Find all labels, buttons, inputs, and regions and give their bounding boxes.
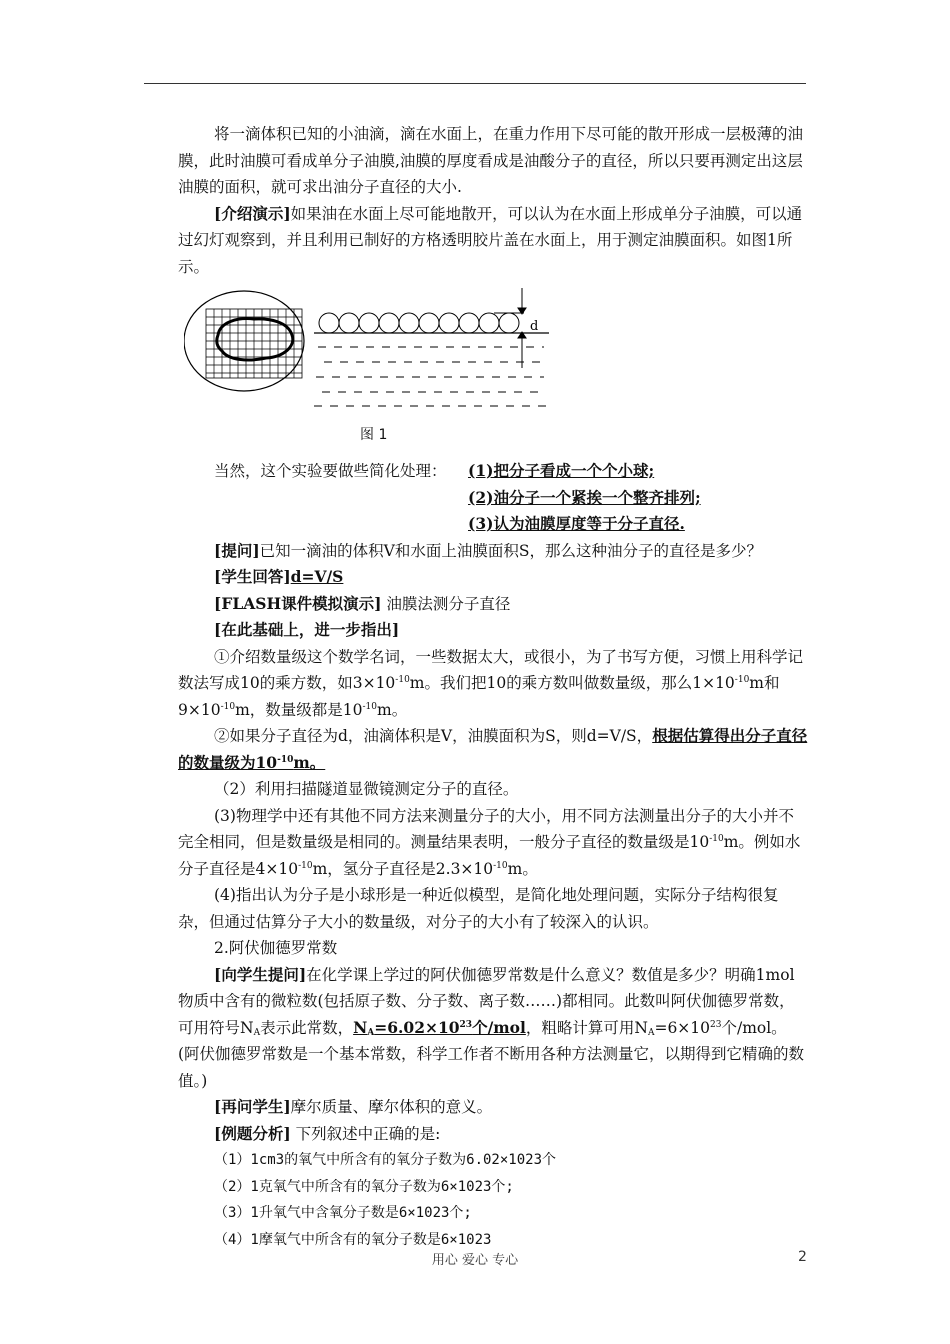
figure-1	[178, 286, 808, 458]
header-rule	[144, 83, 806, 84]
simplify-line-2	[178, 485, 808, 512]
paragraph-demo: [介绍演示]如果油在水面上尽可能地散开，可以认为在水面上形成单分子油膜，可以通过幻灯观察到，并且利用已制好的方格透明胶片盖在水面上，用于测定油膜面积。如图1所示。	[178, 203, 803, 276]
paragraph-model: (4)指出认为分子是小球形是一种近似模型，是简化地处理问题，实际分子结构很复杂，但通过估算分子大小的数量级，对分子的大小有了较深入的认识。	[178, 886, 779, 931]
simplify-item-3: (3)认为油膜厚度等于分子直径.	[468, 514, 685, 533]
example-item-3: （3）1升氧气中含氧分子数是6×1023个;	[214, 1205, 472, 1221]
paragraph-magnitude: ①介绍数量级这个数学名词，一些数据太大，或很小，为了书写方便，习惯上用科学记数法写成10的乘方数，如$3\times 10^{-10}m$。我们把10的乘方数叫做数量级，那么$1\times 10^{-10}m$和$9\times 10^{-10}m$，数量级都是$10^{-10}m$。	[178, 647, 804, 719]
paragraph-question: [提问]已知一滴油的体积V和水面上油膜面积S，那么这种油分子的直径是多少？	[214, 540, 762, 560]
grid-plate-illustration	[184, 291, 304, 391]
paragraph-example: [例题分析] 下列叙述中正确的是:	[214, 1123, 441, 1143]
simplify-item-2: (2)油分子一个紧挨一个整齐排列;	[468, 487, 701, 507]
paragraph-stm: （2）利用扫描隧道显微镜测定分子的直径。	[214, 780, 519, 798]
label-d: d	[530, 319, 539, 334]
thickness-indicator	[494, 288, 526, 368]
page-number: 2	[798, 1249, 807, 1265]
molecule-row	[319, 313, 519, 333]
simplify-line-1: 当然，这个实验要做些简化处理： (1)把分子看成一个个小球;	[178, 458, 808, 485]
paragraph-again: [再问学生]摩尔质量、摩尔体积的意义。	[214, 1097, 493, 1116]
section-2-title: 2.阿伏伽德罗常数	[214, 939, 338, 957]
paragraph-further: [在此基础上，进一步指出]	[214, 620, 400, 639]
page-body	[178, 121, 808, 1253]
simplify-item-1: (1)把分子看成一个个小球;	[468, 461, 655, 480]
tag-demo: [介绍演示]	[214, 203, 291, 223]
paragraph-flash: [FLASH课件模拟演示] 油膜法测分子直径	[214, 593, 511, 613]
page-footer: 用心 爱心 专心	[431, 1253, 519, 1268]
paragraph-avogadro: [向学生提问]在化学课上学过的阿伏伽德罗常数是什么意义？数值是多少？明确1mol物质中含有的微粒数(包括原子数、分子数、离子数……)都相同。此数叫阿伏伽德罗常数，可用符号$N_A$表示此常数，$N_A=6.02\times 10^{23}$个/mol，粗略计算可用$N_A=6\times 10^{23}$个/mol。(阿伏伽德罗常数是一个基本常数，科学工作者不断用各种方法测量它，以期得到它精确的数值。)	[178, 964, 805, 1090]
figure-caption: 图 1	[360, 427, 388, 443]
oil-film-diagram	[184, 288, 564, 420]
example-item-1: （1）1cm3的氧气中所含有的氧分子数为6.02×1023个	[214, 1152, 557, 1168]
example-item-4: （4）1摩氧气中所含有的氧分子数是6×1023	[214, 1231, 492, 1248]
paragraph-oil-drop: 将一滴体积已知的小油滴，滴在水面上，在重力作用下尽可能的散开形成一层极薄的油膜，此时油膜可看成单分子油膜,油膜的厚度看成是油酸分子的直径，所以只要再测定出这层油膜的面积，就可求出油分子直径的大小.	[178, 125, 804, 196]
paragraph-methods: (3)物理学中还有其他不同方法来测量分子的大小，用不同方法测量出分子的大小并不完全相同，但是数量级是相同的。测量结果表明，一般分子直径的数量级是$10^{-10}m$。例如水分子直径是$4\times 10^{-10}m$，氢分子直径是$2.3\times 10^{-10}m$。	[178, 806, 801, 878]
example-item-2: （2）1克氧气中所含有的氧分子数为6×1023个;	[214, 1178, 514, 1195]
water-dashes	[314, 347, 546, 406]
simplify-line-3	[178, 511, 808, 538]
paragraph-answer: [学生回答]d=V/S	[214, 567, 344, 586]
paragraph-estimate: ②如果分子直径为d，油滴体积是V，油膜面积为S，则d=V/S，根据估算得出分子直径的数量级为$10^{-10}m$。	[178, 726, 808, 772]
